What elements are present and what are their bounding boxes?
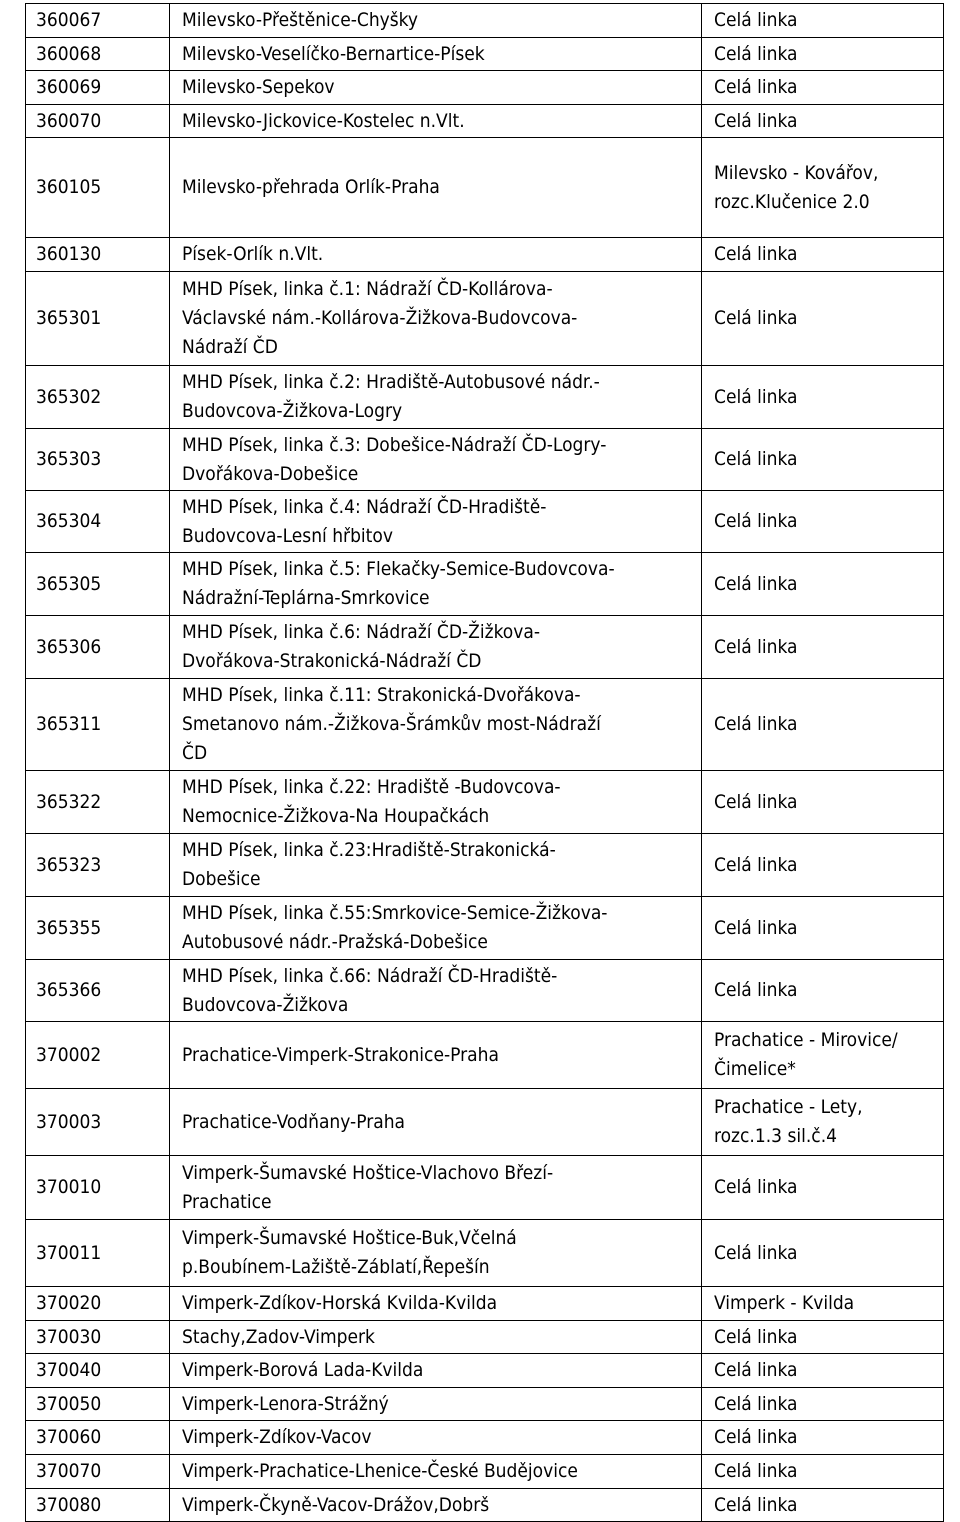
- route-note: Celá linka: [702, 272, 944, 366]
- route-note: Celá linka: [702, 491, 944, 553]
- route-note: Celá linka: [702, 679, 944, 771]
- route-description: MHD Písek, linka č.4: Nádraží ČD-Hradiště- Budovcova-Lesní hřbitov: [170, 491, 702, 553]
- table-row: [26, 491, 944, 553]
- line-number: 365305: [26, 553, 170, 616]
- route-note: Celá linka: [702, 616, 944, 679]
- line-number: 360067: [26, 4, 170, 38]
- route-note: Celá linka: [702, 1455, 944, 1489]
- table-row: [26, 105, 944, 138]
- line-number: 365323: [26, 834, 170, 897]
- route-description: Vimperk-Lenora-Strážný: [170, 1388, 702, 1421]
- line-number: 360070: [26, 105, 170, 138]
- table-row: [26, 1354, 944, 1388]
- line-number: 365355: [26, 897, 170, 960]
- route-description: Milevsko-Jickovice-Kostelec n.Vlt.: [170, 105, 702, 138]
- table-row: [26, 679, 944, 771]
- route-description: MHD Písek, linka č.5: Flekačky-Semice-Budovcova- Nádražní-Teplárna-Smrkovice: [170, 553, 702, 616]
- route-description: MHD Písek, linka č.11: Strakonická-Dvořákova- Smetanovo nám.-Žižkova-Šrámkův most-Nádraží ČD: [170, 679, 702, 771]
- table-row: [26, 1220, 944, 1287]
- route-note: Celá linka: [702, 1421, 944, 1455]
- table-row: [26, 771, 944, 834]
- route-note: Celá linka: [702, 1156, 944, 1220]
- line-number: 365303: [26, 429, 170, 491]
- route-note: Celá linka: [702, 771, 944, 834]
- line-number: 370020: [26, 1287, 170, 1321]
- table-row: [26, 1022, 944, 1089]
- route-note: Celá linka: [702, 71, 944, 105]
- line-number: 370080: [26, 1489, 170, 1522]
- line-number: 365301: [26, 272, 170, 366]
- table-row: [26, 1455, 944, 1489]
- route-description: MHD Písek, linka č.22: Hradiště -Budovcova- Nemocnice-Žižkova-Na Houpačkách: [170, 771, 702, 834]
- route-description: Vimperk-Zdíkov-Vacov: [170, 1421, 702, 1455]
- line-number: 365322: [26, 771, 170, 834]
- route-description: Prachatice-Vimperk-Strakonice-Praha: [170, 1022, 702, 1089]
- route-description: Prachatice-Vodňany-Praha: [170, 1089, 702, 1156]
- line-number: 370002: [26, 1022, 170, 1089]
- route-note: Celá linka: [702, 1489, 944, 1522]
- table-row: [26, 960, 944, 1022]
- table-row: [26, 366, 944, 429]
- table-row: [26, 834, 944, 897]
- table-row: [26, 897, 944, 960]
- route-description: Vimperk-Zdíkov-Horská Kvilda-Kvilda: [170, 1287, 702, 1321]
- table-row: [26, 1089, 944, 1156]
- line-number: 370040: [26, 1354, 170, 1388]
- line-number: 370003: [26, 1089, 170, 1156]
- route-note: Celá linka: [702, 553, 944, 616]
- route-note: Celá linka: [702, 366, 944, 429]
- table-row: [26, 1421, 944, 1455]
- table-row: [26, 272, 944, 366]
- route-note: Celá linka: [702, 38, 944, 71]
- route-note: Celá linka: [702, 1220, 944, 1287]
- route-description: Vimperk-Čkyně-Vacov-Drážov,Dobrš: [170, 1489, 702, 1522]
- line-number: 360105: [26, 138, 170, 238]
- table-row: [26, 616, 944, 679]
- line-number: 365311: [26, 679, 170, 771]
- route-note: Celá linka: [702, 960, 944, 1022]
- table-row: [26, 1321, 944, 1354]
- route-note: Celá linka: [702, 1388, 944, 1421]
- line-route-table: [25, 3, 944, 1522]
- route-description: Vimperk-Prachatice-Lhenice-České Budějovice: [170, 1455, 702, 1489]
- table-row: [26, 71, 944, 105]
- table-row: [26, 1489, 944, 1522]
- route-description: MHD Písek, linka č.2: Hradiště-Autobusové nádr.- Budovcova-Žižkova-Logry: [170, 366, 702, 429]
- line-number: 370030: [26, 1321, 170, 1354]
- table-row: [26, 138, 944, 238]
- table-row: [26, 1287, 944, 1321]
- route-note: Celá linka: [702, 834, 944, 897]
- table-row: [26, 553, 944, 616]
- route-description: MHD Písek, linka č.55:Smrkovice-Semice-Žižkova- Autobusové nádr.-Pražská-Dobešice: [170, 897, 702, 960]
- route-note: Prachatice - Lety, rozc.1.3 sil.č.4: [702, 1089, 944, 1156]
- line-number: 370070: [26, 1455, 170, 1489]
- route-note: Celá linka: [702, 897, 944, 960]
- line-number: 365366: [26, 960, 170, 1022]
- route-description: MHD Písek, linka č.66: Nádraží ČD-Hradiště- Budovcova-Žižkova: [170, 960, 702, 1022]
- table-row: [26, 1388, 944, 1421]
- table-row: [26, 238, 944, 272]
- line-number: 360130: [26, 238, 170, 272]
- line-number: 370010: [26, 1156, 170, 1220]
- route-description: Stachy,Zadov-Vimperk: [170, 1321, 702, 1354]
- route-description: Milevsko-Sepekov: [170, 71, 702, 105]
- route-note: Celá linka: [702, 429, 944, 491]
- route-description: Vimperk-Šumavské Hoštice-Buk,Včelná p.Boubínem-Lažiště-Záblatí,Řepešín: [170, 1220, 702, 1287]
- route-description: MHD Písek, linka č.6: Nádraží ČD-Žižkova- Dvořákova-Strakonická-Nádraží ČD: [170, 616, 702, 679]
- table-row: [26, 429, 944, 491]
- route-note: Milevsko - Kovářov, rozc.Klučenice 2.0: [702, 138, 944, 238]
- route-description: Milevsko-Veselíčko-Bernartice-Písek: [170, 38, 702, 71]
- route-note: Vimperk - Kvilda: [702, 1287, 944, 1321]
- route-description: MHD Písek, linka č.23:Hradiště-Strakonická- Dobešice: [170, 834, 702, 897]
- route-description: Vimperk-Šumavské Hoštice-Vlachovo Březí- Prachatice: [170, 1156, 702, 1220]
- table-body: [26, 4, 944, 1522]
- table-row: [26, 1156, 944, 1220]
- line-number: 370060: [26, 1421, 170, 1455]
- line-number: 360068: [26, 38, 170, 71]
- route-note: Celá linka: [702, 1321, 944, 1354]
- route-description: Písek-Orlík n.Vlt.: [170, 238, 702, 272]
- route-description: Vimperk-Borová Lada-Kvilda: [170, 1354, 702, 1388]
- route-description: Milevsko-přehrada Orlík-Praha: [170, 138, 702, 238]
- line-number: 370050: [26, 1388, 170, 1421]
- route-note: Prachatice - Mirovice/ Čimelice*: [702, 1022, 944, 1089]
- route-description: Milevsko-Přeštěnice-Chyšky: [170, 4, 702, 38]
- route-description: MHD Písek, linka č.3: Dobešice-Nádraží ČD-Logry- Dvořákova-Dobešice: [170, 429, 702, 491]
- line-number: 370011: [26, 1220, 170, 1287]
- line-number: 360069: [26, 71, 170, 105]
- line-number: 365306: [26, 616, 170, 679]
- route-note: Celá linka: [702, 238, 944, 272]
- route-note: Celá linka: [702, 4, 944, 38]
- route-note: Celá linka: [702, 1354, 944, 1388]
- route-description: MHD Písek, linka č.1: Nádraží ČD-Kollárova- Václavské nám.-Kollárova-Žižkova-Budovcova- Nádraží ČD: [170, 272, 702, 366]
- table-row: [26, 4, 944, 38]
- line-number: 365304: [26, 491, 170, 553]
- table-row: [26, 38, 944, 71]
- route-note: Celá linka: [702, 105, 944, 138]
- line-number: 365302: [26, 366, 170, 429]
